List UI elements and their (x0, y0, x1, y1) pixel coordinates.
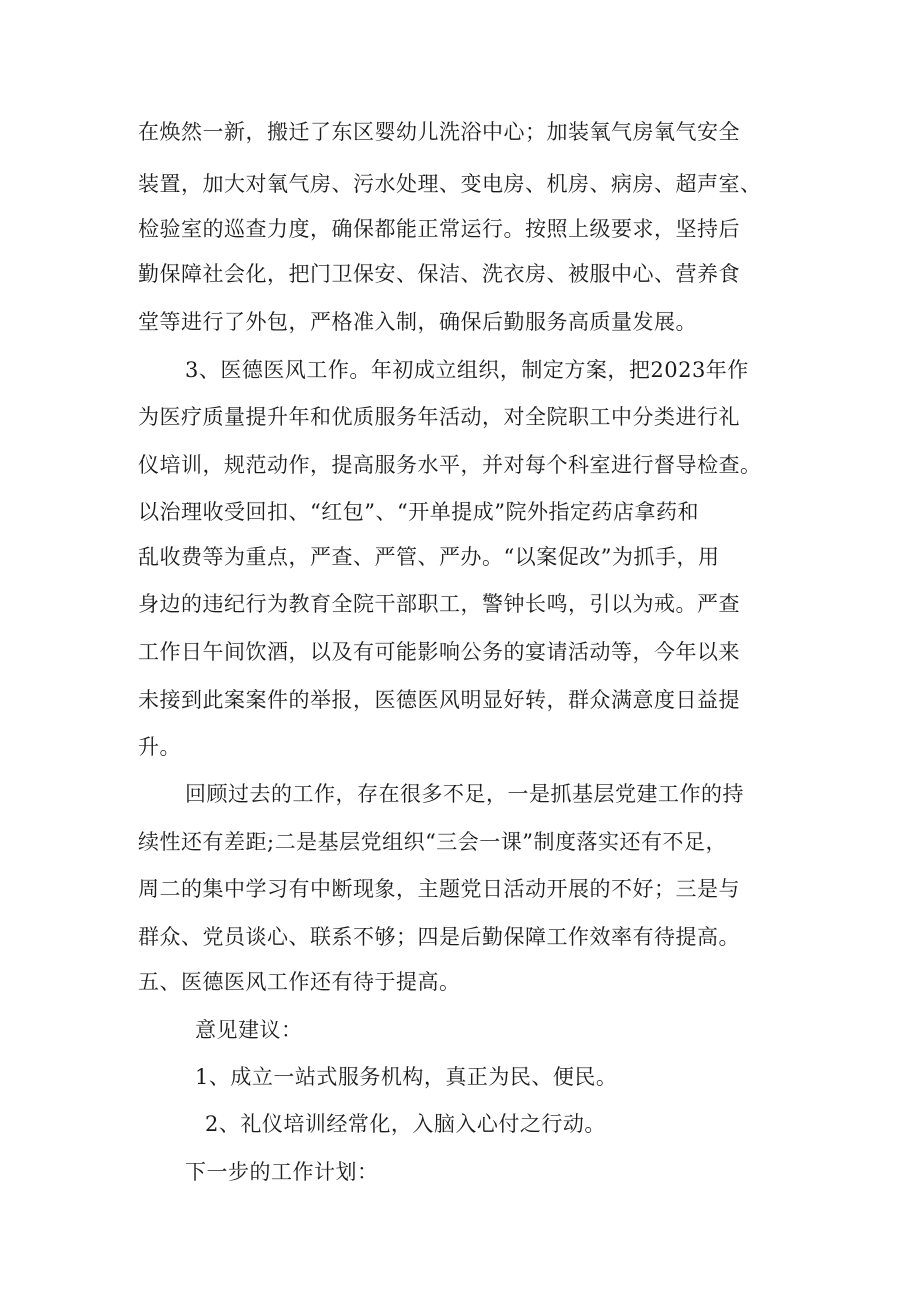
next-plan-heading: 下一步的工作计划： (185, 1160, 379, 1184)
text-line: 为医疗质量提升年和优质服务年活动，对全院职工中分类进行礼 (138, 405, 740, 429)
text-line: 以治理收受回扣、“红包”、“开单提成”院外指定药店拿药和 (138, 500, 699, 524)
paragraph-start-line: 回顾过去的工作，存在很多不足，一是抓基层党建工作的持 (185, 782, 744, 806)
suggestions-heading: 意见建议： (195, 1018, 303, 1042)
text-line: 续性还有差距;二是基层党组织“三会一课”制度落实还有不足， (138, 830, 728, 854)
text-line: 周二的集中学习有中断现象，主题党日活动开展的不好；三是与 (138, 877, 740, 901)
text-line: 未接到此案案件的举报，医德医风明显好转，群众满意度日益提 (138, 688, 740, 712)
text-line: 五、医德医风工作还有待于提高。 (138, 970, 461, 994)
text-line: 在焕然一新，搬迁了东区婴幼儿洗浴中心；加装氧气房氧气安全 (138, 120, 740, 144)
text-line: 勤保障社会化，把门卫保安、保洁、洗衣房、被服中心、营养食 (138, 262, 740, 286)
text-line: 升。 (138, 735, 181, 759)
text-line: 仪培训，规范动作，提高服务水平，并对每个科室进行督导检查。 (138, 453, 762, 477)
text-line: 乱收费等为重点，严查、严管、严办。“以案促改”为抓手，用 (138, 545, 720, 569)
text-line: 堂等进行了外包，严格准入制，确保后勤服务高质量发展。 (138, 310, 697, 334)
text-line: 检验室的巡查力度，确保都能正常运行。按照上级要求，坚持后 (138, 217, 740, 241)
suggestion-item: 1、成立一站式服务机构，真正为民、便民。 (195, 1065, 618, 1089)
text-line: 装置，加大对氧气房、污水处理、变电房、机房、病房、超声室、 (138, 172, 762, 196)
text-line: 身边的违纪行为教育全院干部职工，警钟长鸣，引以为戒。严查 (138, 592, 740, 616)
suggestion-item: 2、礼仪培训经常化，入脑入心付之行动。 (205, 1112, 606, 1136)
text-line: 群众、党员谈心、联系不够；四是后勤保障工作效率有待提高。 (138, 925, 740, 949)
section-heading-line: 3、医德医风工作。年初成立组织，制定方案，把2023年作 (185, 358, 749, 382)
text-line: 工作日午间饮酒，以及有可能影响公务的宴请活动等，今年以来 (138, 640, 740, 664)
